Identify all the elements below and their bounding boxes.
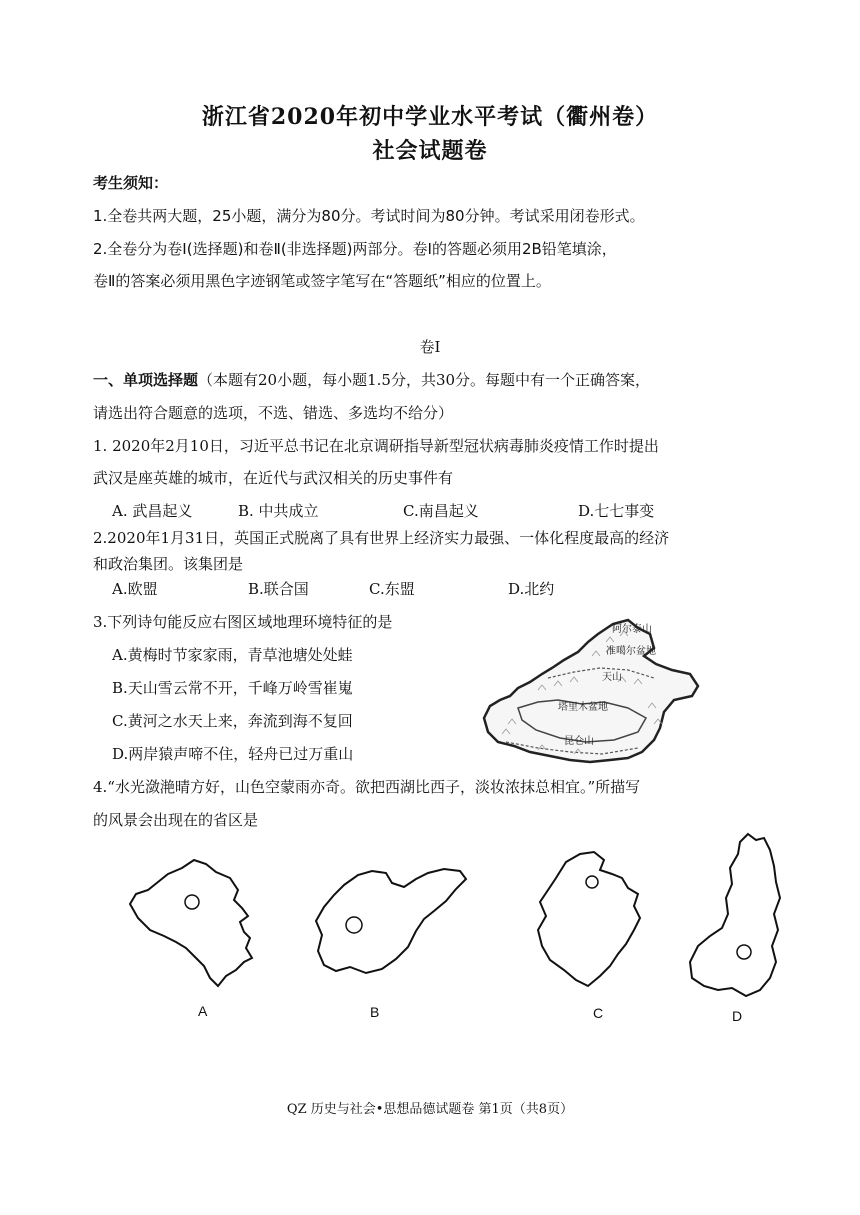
province-d-outline bbox=[690, 834, 780, 996]
map-label-altai: 阿尔泰山 bbox=[612, 624, 652, 635]
province-d-capital-marker bbox=[737, 945, 751, 959]
q1-option-a[interactable]: A. 武昌起义 bbox=[112, 502, 193, 520]
exam-title: 浙江省2020年初中学业水平考试（衢州卷） bbox=[201, 104, 659, 130]
province-a-label: A bbox=[198, 1003, 208, 1019]
q1-option-c[interactable]: C.南昌起义 bbox=[403, 502, 479, 520]
province-map-b[interactable] bbox=[300, 855, 480, 985]
q3-option-a[interactable]: A.黄梅时节家家雨，青草池塘处处蛙 bbox=[112, 646, 353, 664]
map-label-junggar: 准噶尔盆地 bbox=[606, 646, 656, 657]
section-heading-rest: （本题有20小题，每小题1.5分，共30分。每题中有一个正确答案， bbox=[198, 371, 651, 389]
province-b-capital-marker bbox=[346, 917, 362, 933]
notice-item-1: 1.全卷共两大题，25小题，满分为80分。考试时间为80分钟。考试采用闭卷形式。 bbox=[93, 207, 645, 225]
q2-option-a[interactable]: A.欧盟 bbox=[112, 580, 158, 598]
province-d-label: D bbox=[732, 1008, 743, 1024]
q1-stem-line1: 1. 2020年2月10日，习近平总书记在北京调研指导新型冠状病毒肺炎疫情工作时提出 bbox=[93, 437, 659, 455]
q1-option-b[interactable]: B. 中共成立 bbox=[238, 502, 319, 520]
q3-stem: 3.下列诗句能反应右图区域地理环境特征的是 bbox=[93, 613, 393, 631]
q4-stem-line2: 的风景会出现在的省区是 bbox=[93, 811, 259, 829]
province-a-outline bbox=[130, 860, 252, 986]
q2-stem-line1: 2.2020年1月31日，英国正式脱离了具有世界上经济实力最强、一体化程度最高的经济 bbox=[93, 529, 670, 547]
q1-option-d[interactable]: D.七七事变 bbox=[578, 502, 655, 520]
notice-item-2-line1: 2.全卷分为卷Ⅰ(选择题)和卷Ⅱ(非选择题)两部分。卷Ⅰ的答题必须用2B铅笔填涂， bbox=[93, 240, 617, 258]
q2-option-b[interactable]: B.联合国 bbox=[248, 580, 309, 598]
section-heading-bold: 一、单项选择题 bbox=[93, 371, 199, 389]
province-map-d[interactable] bbox=[682, 828, 792, 1003]
q3-option-d[interactable]: D.两岸猿声啼不住，轻舟已过万重山 bbox=[112, 745, 354, 763]
xinjiang-map bbox=[478, 612, 708, 772]
province-b-label: B bbox=[370, 1004, 380, 1020]
section-label: 卷Ⅰ bbox=[419, 338, 441, 356]
province-a-capital-marker bbox=[185, 895, 199, 909]
notice-item-2-line2: 卷Ⅱ的答案必须用黑色字迹钢笔或签字笔写在“答题纸”相应的位置上。 bbox=[93, 272, 551, 290]
map-label-kunlun: 昆仑山 bbox=[564, 736, 594, 747]
province-c-label: C bbox=[593, 1005, 604, 1021]
q2-stem-line2: 和政治集团。该集团是 bbox=[93, 555, 244, 573]
province-b-outline bbox=[316, 869, 466, 973]
q2-option-c[interactable]: C.东盟 bbox=[369, 580, 415, 598]
q2-option-d[interactable]: D.北约 bbox=[508, 580, 555, 598]
province-c-capital-marker bbox=[586, 876, 598, 888]
province-map-c[interactable] bbox=[528, 848, 663, 993]
notice-heading: 考生须知： bbox=[93, 174, 169, 192]
province-c-outline bbox=[538, 852, 640, 986]
q1-stem-line2: 武汉是座英雄的城市，在近代与武汉相关的历史事件有 bbox=[93, 469, 454, 487]
map-label-tarim: 塔里木盆地 bbox=[558, 702, 608, 713]
exam-subtitle: 社会试题卷 bbox=[372, 138, 488, 164]
q3-option-c[interactable]: C.黄河之水天上来，奔流到海不复回 bbox=[112, 712, 353, 730]
section-heading bbox=[93, 369, 650, 390]
section-heading-line2: 请选出符合题意的选项，不选、错选、多选均不给分） bbox=[93, 404, 454, 422]
page-footer: QZ 历史与社会•思想品德试题卷 第1页（共8页） bbox=[286, 1102, 574, 1117]
province-map-a[interactable] bbox=[120, 852, 285, 992]
q4-stem-line1: 4.“水光潋滟晴方好，山色空蒙雨亦奇。欲把西湖比西子，淡妆浓抹总相宜。”所描写 bbox=[93, 778, 641, 796]
q3-option-b[interactable]: B.天山雪云常不开，千峰万岭雪崔嵬 bbox=[112, 679, 353, 697]
map-label-tianshan: 天山 bbox=[602, 672, 622, 683]
